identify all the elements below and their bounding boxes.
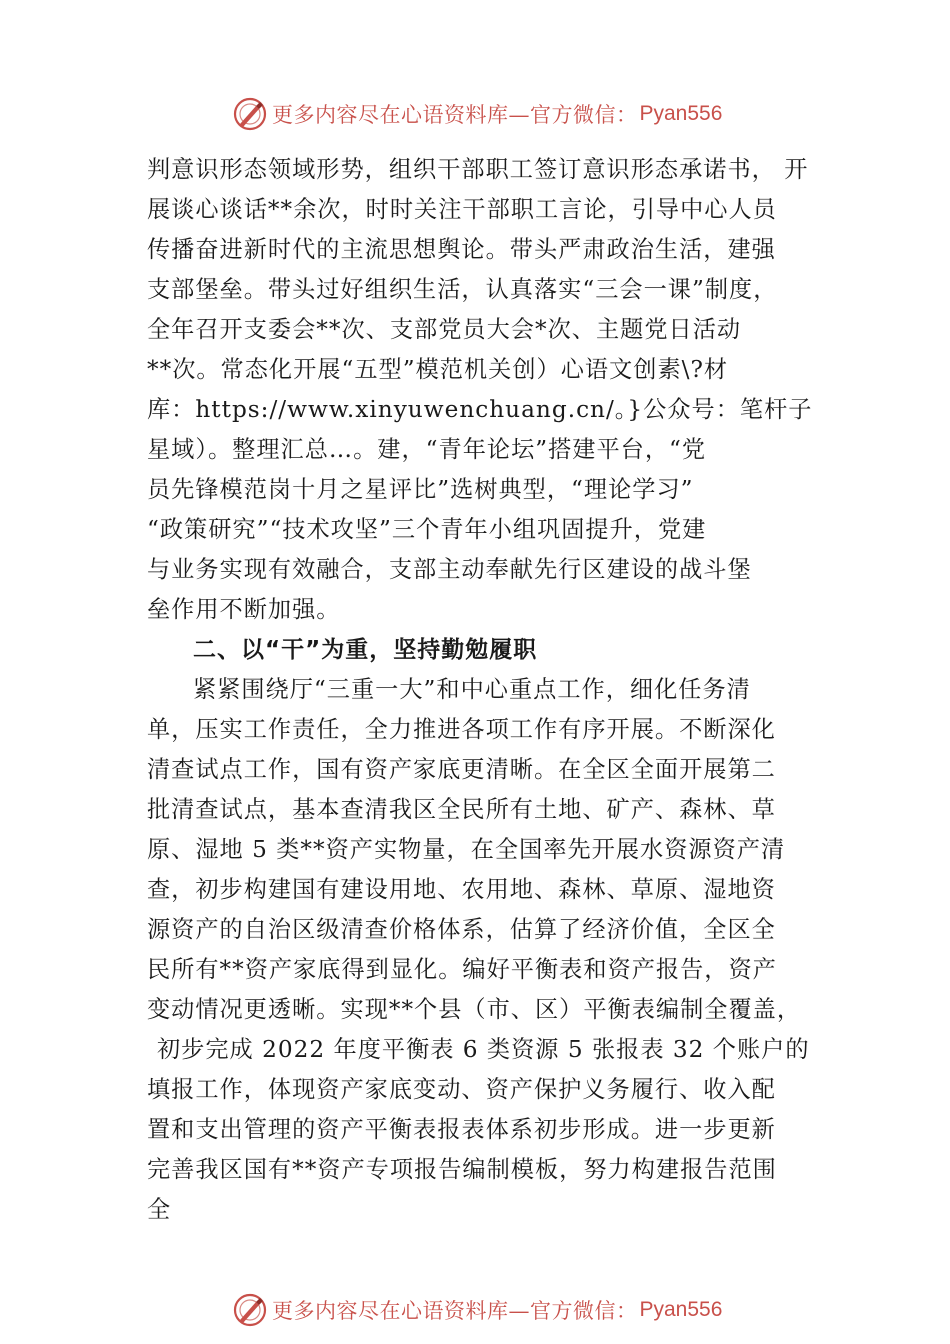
body-line: 置和支出管理的资产平衡表报表体系初步形成。进一步更新 xyxy=(147,1116,776,1143)
body-line: 初步完成 2022 年度平衡表 6 类资源 5 张报表 32 个账户的 xyxy=(157,1036,810,1063)
body-line: 填报工作，体现资产家底变动、资产保护义务履行、收入配 xyxy=(147,1076,776,1103)
body-line: 垒作用不断加强。 xyxy=(147,596,341,623)
body-line: 传播奋进新时代的主流思想舆论。带头严肃政治生活，建强 xyxy=(147,236,776,263)
section-heading: 二、以“干”为重，坚持勤勉履职 xyxy=(193,637,538,663)
body-line: 原、湿地 5 类**资产实物量，在全国率先开展水资源资产清 xyxy=(147,836,786,863)
body-line: 支部堡垒。带头过好组织生活，认真落实“三会一课”制度， xyxy=(147,276,778,303)
body-line: “政策研究”“技术攻坚”三个青年小组巩固提升，党建 xyxy=(147,516,707,543)
pen-logo-icon xyxy=(232,1292,268,1328)
footer-banner-text: 更多内容尽在心语资料库—官方微信： xyxy=(272,1299,638,1323)
body-line: 展谈心谈话**余次，时时关注干部职工言论，引导中心人员 xyxy=(147,196,777,223)
header-banner xyxy=(232,94,722,134)
body-line: 库：https://www.xinyuwenchuang.cn/。}公众号：笔杆子 xyxy=(147,396,813,423)
body-line: 批清查试点，基本查清我区全民所有土地、矿产、森林、草 xyxy=(147,796,776,823)
header-banner-handle: Pyan556 xyxy=(639,102,723,125)
footer-banner xyxy=(232,1290,722,1330)
body-line: 清查试点工作，国有资产家底更清晰。在全区全面开展第二 xyxy=(147,756,776,783)
pen-logo-icon xyxy=(232,96,268,132)
body-line: 源资产的自治区级清查价格体系，估算了经济价值，全区全 xyxy=(147,916,776,943)
body-line: 星域）。整理汇总…。建，“青年论坛”搭建平台，“党 xyxy=(147,436,707,463)
body-line: 判意识形态领域形势，组织干部职工签订意识形态承诺书， 开 xyxy=(147,156,809,183)
body-line: 变动情况更透晰。实现**个县（市、区）平衡表编制全覆盖， xyxy=(147,996,802,1023)
body-line: 全 xyxy=(147,1196,172,1223)
body-line: 全年召开支委会**次、支部党员大会*次、主题党日活动 xyxy=(147,316,742,343)
header-banner-text: 更多内容尽在心语资料库—官方微信： xyxy=(272,103,638,127)
document-body xyxy=(147,150,815,1230)
body-line: 查，初步构建国有建设用地、农用地、森林、草原、湿地资 xyxy=(147,876,776,903)
body-line: 单，压实工作责任，全力推进各项工作有序开展。不断深化 xyxy=(147,716,776,743)
footer-banner-handle: Pyan556 xyxy=(639,1298,723,1321)
body-line: 紧紧围绕厅“三重一大”和中心重点工作，细化任务清 xyxy=(193,676,751,703)
body-line: **次。常态化开展“五型”模范机关创）心语文创素\?材 xyxy=(147,356,729,383)
body-line: 员先锋模范岗十月之星评比”选树典型，“理论学习” xyxy=(147,476,694,503)
body-line: 民所有**资产家底得到显化。编好平衡表和资产报告，资产 xyxy=(147,956,777,983)
body-line: 完善我区国有**资产专项报告编制模板，努力构建报告范围 xyxy=(147,1156,777,1183)
body-line: 与业务实现有效融合，支部主动奉献先行区建设的战斗堡 xyxy=(147,556,752,583)
